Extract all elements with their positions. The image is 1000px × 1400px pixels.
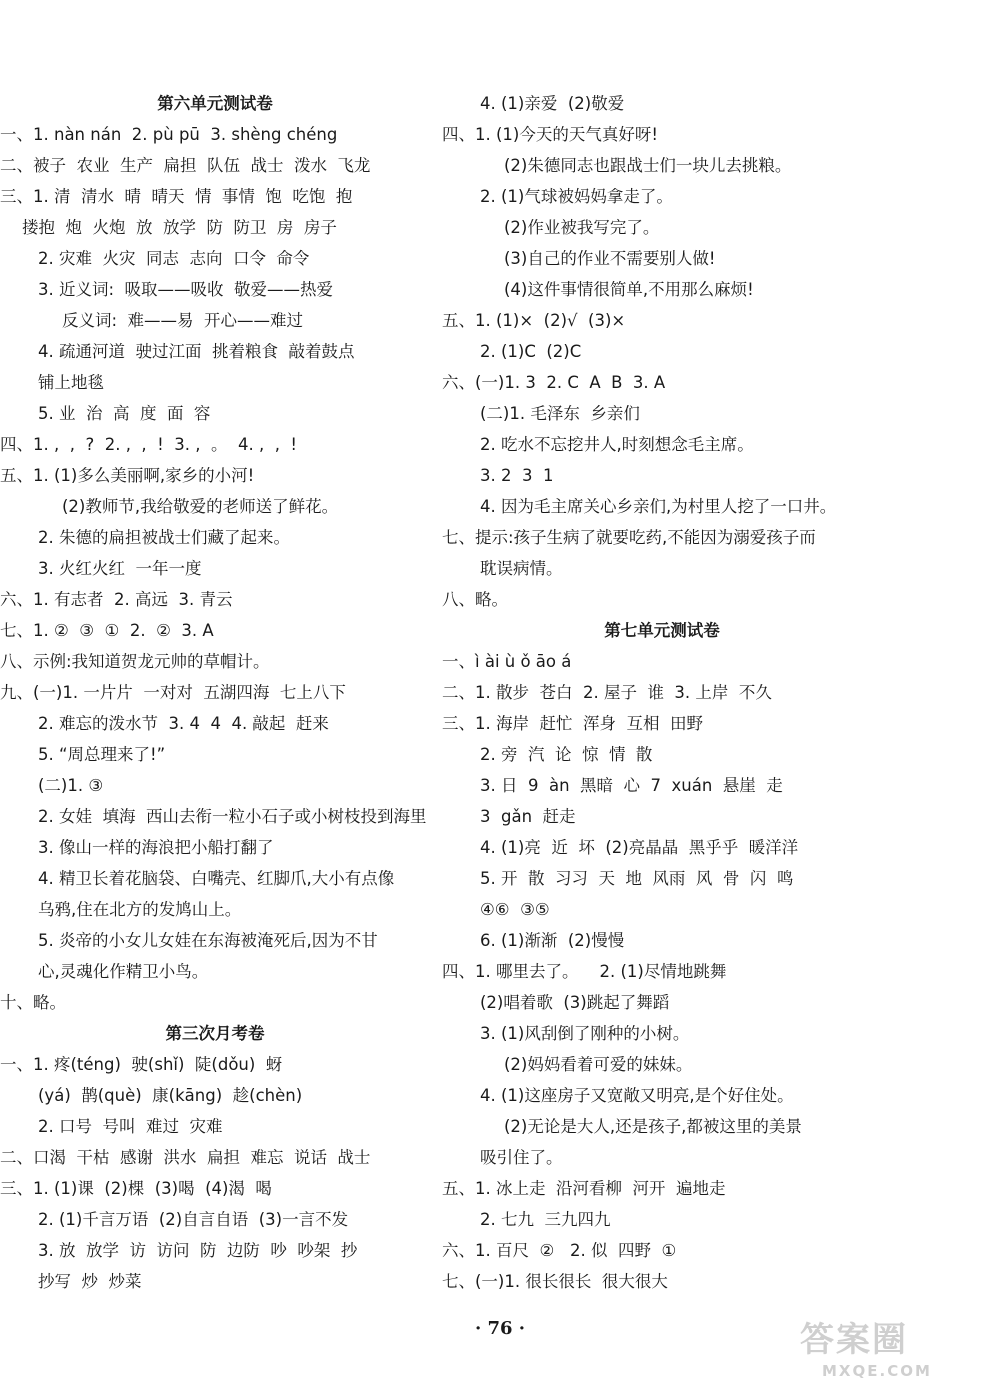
- answer-line: 一、1. 疼(téng) 驶(shǐ) 陡(dǒu) 蚜: [0, 1055, 283, 1074]
- answer-line: 二、口渴 干枯 感谢 洪水 扁担 难忘 说话 战士: [0, 1148, 371, 1167]
- answer-line: 铺上地毯: [38, 373, 104, 392]
- answer-line: 2. 灾难 火灾 同志 志向 口令 命令: [38, 249, 310, 268]
- answer-line: 3. 2 3 1: [480, 466, 554, 485]
- watermark-main-text: 答案圈: [800, 1320, 908, 1360]
- answer-line: 3. 火红火红 一年一度: [38, 559, 202, 578]
- answer-line: (2)教师节,我给敬爱的老师送了鲜花。: [62, 497, 339, 516]
- watermark-logo: [800, 1318, 990, 1393]
- answer-line: 3. 放 放学 访 访问 防 边防 吵 吵架 抄: [38, 1241, 358, 1260]
- answer-line: 4. (1)亮 近 坏 (2)亮晶晶 黑乎乎 暖洋洋: [480, 838, 799, 857]
- answer-line: 耽误病情。: [480, 559, 563, 578]
- answer-line: 2. (1)千言万语 (2)自言自语 (3)一言不发: [38, 1210, 349, 1229]
- answer-line: 4. 因为毛主席关心乡亲们,为村里人挖了一口井。: [480, 497, 837, 516]
- answer-line: 3. (1)风刮倒了刚种的小树。: [480, 1024, 690, 1043]
- answer-line: 4. (1)亲爱 (2)敬爱: [480, 94, 625, 113]
- answer-line: 4. 精卫长着花脑袋、白嘴壳、红脚爪,大小有点像: [38, 869, 395, 888]
- answer-line: 七、1. ② ③ ① 2. ② 3. A: [0, 621, 214, 640]
- answer-line: 3. 近义词: 吸取——吸收 敬爱——热爱: [38, 280, 334, 299]
- answer-line: 五、1. (1)多么美丽啊,家乡的小河!: [0, 466, 255, 485]
- answer-line: 五、1. 冰上走 沿河看柳 河开 遍地走: [442, 1179, 726, 1198]
- right-column: [442, 88, 882, 1297]
- answer-line: (二)1. 毛泽东 乡亲们: [480, 404, 640, 423]
- answer-line: 三、1. (1)课 (2)棵 (3)喝 (4)渴 喝: [0, 1179, 272, 1198]
- left-column: [0, 88, 430, 1297]
- watermark-sub-text: MXQE.COM: [822, 1362, 932, 1380]
- answer-line: 抄写 炒 炒菜: [38, 1272, 142, 1291]
- answer-line: (二)1. ③: [38, 776, 104, 795]
- section-title: 第三次月考卷: [165, 1024, 265, 1043]
- answer-line: 2. 旁 汽 论 惊 情 散: [480, 745, 653, 764]
- answer-line: 5. “周总理来了!”: [38, 745, 166, 764]
- answer-line: 五、1. (1)× (2)√ (3)×: [442, 311, 626, 330]
- answer-line: 吸引住了。: [480, 1148, 563, 1167]
- answer-line: 5. 炎帝的小女儿女娃在东海被淹死后,因为不甘: [38, 931, 378, 950]
- answer-line: 六、1. 有志者 2. 高远 3. 青云: [0, 590, 233, 609]
- answer-line: 2. (1)C (2)C: [480, 342, 582, 361]
- answer-line: 2. 吃水不忘挖井人,时刻想念毛主席。: [480, 435, 754, 454]
- answer-line: 四、1. 哪里去了。 2. (1)尽情地跳舞: [442, 962, 727, 981]
- answer-line: 搂抱 炮 火炮 放 放学 防 防卫 房 房子: [22, 218, 337, 237]
- answer-line: 二、被子 农业 生产 扁担 队伍 战士 泼水 飞龙: [0, 156, 371, 175]
- answer-line: 八、示例:我知道贺龙元帅的草帽计。: [0, 652, 270, 671]
- answer-line: 三、1. 清 清水 晴 晴天 情 事情 饱 吃饱 抱: [0, 187, 353, 206]
- answer-line: 二、1. 散步 苍白 2. 屋子 谁 3. 上岸 不久: [442, 683, 772, 702]
- answer-line: 一、ì ài ù ǒ āo á: [442, 652, 572, 671]
- answer-line: 四、1. (1)今天的天气真好呀!: [442, 125, 658, 144]
- answer-line: 5. 业 治 高 度 面 容: [38, 404, 211, 423]
- answer-line: 2. (1)气球被妈妈拿走了。: [480, 187, 673, 206]
- answer-line: (2)唱着歌 (3)跳起了舞蹈: [480, 993, 670, 1012]
- answer-line: 4. 疏通河道 驶过江面 挑着粮食 敲着鼓点: [38, 342, 355, 361]
- answer-line: 七、(一)1. 很长很长 很大很大: [442, 1272, 668, 1291]
- answer-line: ④⑥ ③⑤: [480, 900, 550, 919]
- answer-line: 七、提示:孩子生病了就要吃药,不能因为溺爱孩子而: [442, 528, 816, 547]
- answer-line: 4. (1)这座房子又宽敞又明亮,是个好住处。: [480, 1086, 794, 1105]
- answer-line: (2)无论是大人,还是孩子,都被这里的美景: [504, 1117, 802, 1136]
- answer-line: 3 gǎn 赶走: [480, 807, 576, 826]
- answer-line: 2. 女娃 填海 西山去衔一粒小石子或小树枝投到海里: [38, 807, 427, 826]
- page-number: · 76 ·: [474, 1318, 526, 1339]
- answer-line: (yá) 鹊(què) 康(kāng) 趁(chèn): [38, 1086, 303, 1105]
- answer-line: 四、1. , , ? 2. , , ! 3. , 。 4. , , !: [0, 435, 298, 454]
- answer-line: 六、1. 百尺 ② 2. 似 四野 ①: [442, 1241, 677, 1260]
- answer-line: 十、略。: [0, 993, 66, 1012]
- answer-line: 2. 口号 号叫 难过 灾难: [38, 1117, 223, 1136]
- section-title: 第七单元测试卷: [604, 621, 720, 640]
- answer-line: 心,灵魂化作精卫小鸟。: [38, 962, 209, 981]
- answer-line: (3)自己的作业不需要别人做!: [504, 249, 716, 268]
- answer-line: (2)作业被我写完了。: [504, 218, 660, 237]
- answer-line: 一、1. nàn nán 2. pù pū 3. shèng chéng: [0, 125, 338, 144]
- answer-line: (4)这件事情很简单,不用那么麻烦!: [504, 280, 754, 299]
- answer-line: 乌鸦,住在北方的发鸠山上。: [38, 900, 242, 919]
- answer-line: 5. 开 散 习习 天 地 风雨 风 骨 闪 鸣: [480, 869, 794, 888]
- answer-line: 三、1. 海岸 赶忙 浑身 互相 田野: [442, 714, 703, 733]
- answer-line: 2. 七九 三九四九: [480, 1210, 611, 1229]
- answer-line: (2)朱德同志也跟战士们一块儿去挑粮。: [504, 156, 792, 175]
- answer-line: (2)妈妈看着可爱的妹妹。: [504, 1055, 693, 1074]
- section-title: 第六单元测试卷: [157, 94, 273, 113]
- answer-line: 反义词: 难——易 开心——难过: [62, 311, 304, 330]
- answer-line: 3. 像山一样的海浪把小船打翻了: [38, 838, 274, 857]
- answer-line: 2. 难忘的泼水节 3. 4 4 4. 敲起 赶来: [38, 714, 329, 733]
- answer-line: 6. (1)渐渐 (2)慢慢: [480, 931, 625, 950]
- answer-line: 九、(一)1. 一片片 一对对 五湖四海 七上八下: [0, 683, 346, 702]
- answer-line: 2. 朱德的扁担被战士们藏了起来。: [38, 528, 290, 547]
- answer-line: 八、略。: [442, 590, 508, 609]
- answer-line: 3. 日 9 àn 黑暗 心 7 xuán 悬崖 走: [480, 776, 783, 795]
- answer-line: 六、(一)1. 3 2. C A B 3. A: [442, 373, 666, 392]
